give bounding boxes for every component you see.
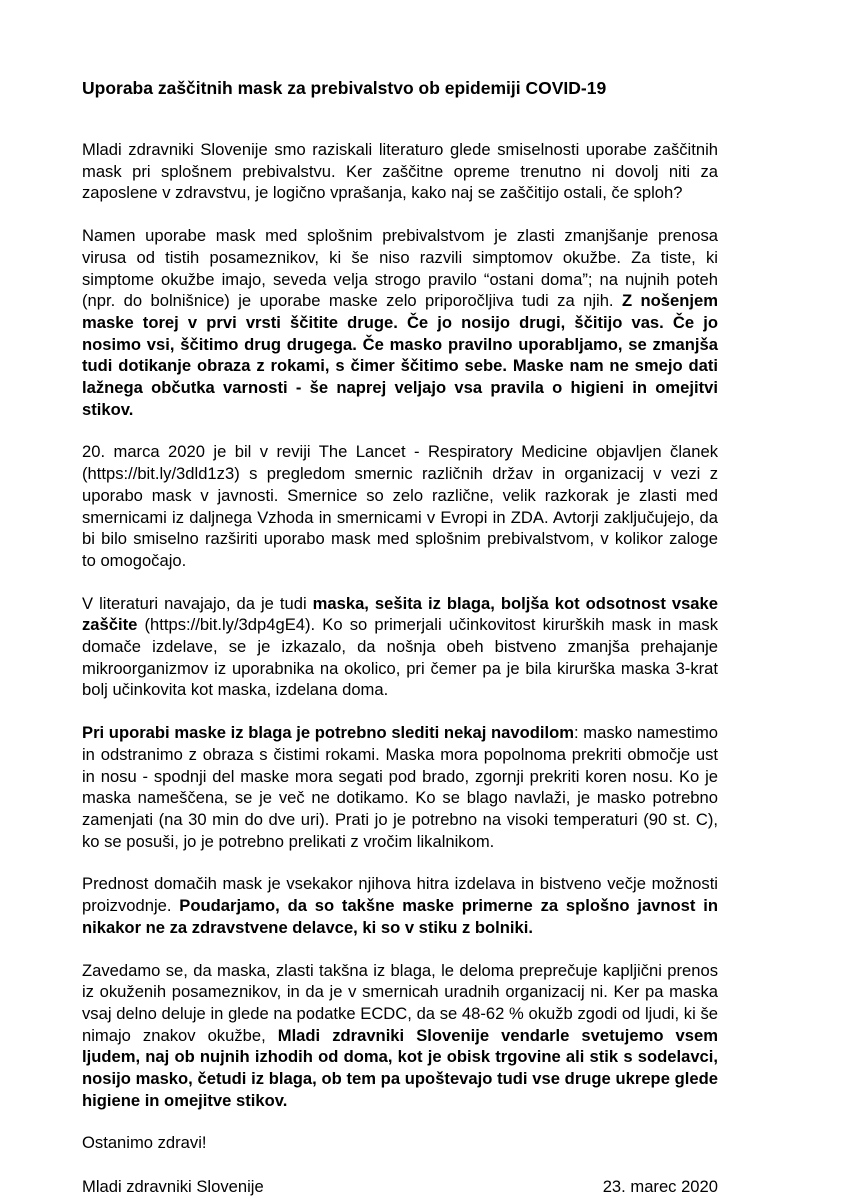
paragraph-advantages-text: Prednost domačih mask je vsekakor njihova hitra izdelava in bistveno večje možnosti proizvodnje. [82, 874, 718, 916]
paragraph-lancet: 20. marca 2020 je bil v reviji The Lancet - Respiratory Medicine objavljen članek (https://bit.ly/3dld1z3) s pregledom smernic različnih držav in organizacij v vezi z uporabo mask v javnosti. Smernice so zelo različne, velik razkorak je zlasti med smernicami iz daljnega Vzhoda in smernicami v Evropi in ZDA. Avtorji zaključujejo, da bi bilo smiselno razširiti uporabo mask med splošnim prebivalstvom, v kolikor zaloge to omogočajo. [82, 442, 718, 570]
paragraph-purpose-emphasis: Z nošenjem maske torej v prvi vrsti ščitite druge. Če jo nosijo drugi, ščitijo vas. Če jo nosimo vsi, ščitimo drug drugega. Če masko pravilno uporabljamo, se zmanjša tudi dotikanje obraza z rokami, s čimer ščitimo sebe. Maske nam ne smejo dati lažnega občutka varnosti - še naprej veljajo vsa pravila o higieni in omejitvi stikov. [82, 291, 718, 419]
paragraph-recommendation-emphasis: Mladi zdravniki Slovenije vendarle svetujemo vsem ljudem, naj ob nujnih izhodih od doma, kot je obisk trgovine ali stik s sodelavci, nosijo masko, četudi iz blaga, ob tem pa upoštevajo tudi vse druge ukrepe glede higiene in omejitve stikov. [82, 1025, 718, 1110]
paragraph-purpose-text: Namen uporabe mask med splošnim prebivalstvom je zlasti zmanjšanje prenosa virusa od tistih posameznikov, ki še niso razvili simptomov okužbe. Za tiste, ki simptome okužbe imajo, seveda velja strogo pravilo “ostani doma”; na nujnih poteh (npr. do bolnišnice) je uporabe maske zelo priporočljiva tudi za njih. [82, 226, 718, 311]
paragraph-purpose [82, 225, 718, 420]
signature-row [82, 1176, 718, 1198]
paragraph-advantages [82, 873, 718, 938]
paragraph-instructions-text: : masko namestimo in odstranimo z obraza s čistimi rokami. Maska mora popolnoma prekriti območje ust in nosu - spodnji del maske mora segati pod brado, zgornji prekriti koren nosu. Ko je maska nameščena, se je več ne dotikamo. Ko se blago navlaži, je masko potrebno zamenjati (na 30 min do dve uri). Prati jo je potrebno na visoki temperaturi (90 st. C), ko se posuši, jo je potrebno prelikati z vročim likalnikom. [82, 723, 718, 851]
paragraph-intro: Mladi zdravniki Slovenije smo raziskali literaturo glede smiselnosti uporabe zaščitnih mask pri splošnem prebivalstvu. Ker zaščitne opreme trenutno ni dovolj niti za zaposlene v zdravstvu, je logično vprašanja, kako naj se zaščitijo ostali, če sploh? [82, 140, 718, 203]
closing-line: Ostanimo zdravi! [82, 1133, 207, 1153]
document-date: 23. marec 2020 [602, 1177, 718, 1197]
document-title: Uporaba zaščitnih mask za prebivalstvo ob epidemiji COVID-19 [82, 78, 607, 98]
paragraph-literature-emphasis: maska, sešita iz blaga, boljša kot odsotnost vsake zaščite [82, 593, 718, 635]
paragraph-advantages-emphasis: Poudarjamo, da so takšne maske primerne za splošno javnost in nikakor ne za zdravstvene delavce, ki so v stiku z bolniki. [82, 896, 718, 937]
paragraph-recommendation [82, 960, 718, 1112]
author-signature: Mladi zdravniki Slovenije [82, 1177, 264, 1197]
paragraph-instructions [82, 722, 718, 852]
paragraph-literature [82, 593, 718, 702]
paragraph-instructions-emphasis: Pri uporabi maske iz blaga je potrebno slediti nekaj navodilom [82, 723, 575, 743]
paragraph-literature-text-end: (https://bit.ly/3dp4gE4). Ko so primerjali učinkovitost kirurških mask in mask domače izdelave, se je izkazalo, da nošnja obeh bistveno zmanjša prehajanje mikroorganizmov iz uporabnika na okolico, pri čemer pa je bila kirurška maska 3-krat bolj učinkovita kot maska, izdelana doma. [82, 615, 718, 700]
paragraph-literature-text-start: V literaturi navajajo, da je tudi [82, 593, 313, 613]
paragraph-recommendation-text: Zavedamo se, da maska, zlasti takšna iz blaga, le deloma preprečuje kapljični prenos iz okuženih posameznikov, in da je v smernicah uradnih organizacij ni. Ker pa maska vsaj delno deluje in glede na podatke ECDC, da se 48-62 % okužb zgodi od ljudi, ki še nimajo znakov okužbe, [82, 960, 718, 1045]
document-page [82, 76, 718, 1198]
